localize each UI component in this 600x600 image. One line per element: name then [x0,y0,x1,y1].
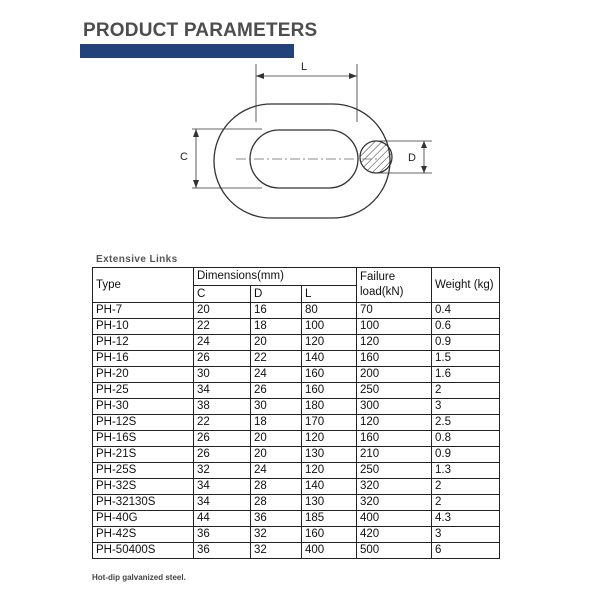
cell-l: 170 [302,415,357,431]
table-row [93,303,500,319]
header-failure-load [357,268,432,303]
cell-weight: 3 [432,527,500,543]
cell-weight: 0.8 [432,431,500,447]
cell-weight: 2 [432,495,500,511]
cell-failure-load: 300 [357,399,432,415]
cell-weight: 1.5 [432,351,500,367]
table-caption: Extensive Links [96,254,178,265]
cell-d: 28 [251,479,302,495]
table-row [93,415,500,431]
cell-l: 130 [302,447,357,463]
cell-l: 400 [302,543,357,559]
cell-type: PH-12 [93,335,194,351]
cell-c: 26 [194,431,251,447]
cell-weight: 0.9 [432,447,500,463]
cell-l: 140 [302,351,357,367]
table-row [93,431,500,447]
cell-l: 100 [302,319,357,335]
cell-c: 20 [194,303,251,319]
chain-link-drawing [0,0,600,250]
cell-l: 80 [302,303,357,319]
header-type: Type [93,268,194,303]
cell-c: 44 [194,511,251,527]
table-row [93,447,500,463]
cell-d: 24 [251,367,302,383]
cell-weight: 4.3 [432,511,500,527]
cross-section-hatch [360,141,392,173]
cell-failure-load: 320 [357,495,432,511]
cell-c: 32 [194,463,251,479]
table-row [93,511,500,527]
header-l: L [302,286,357,303]
cell-weight: 2.5 [432,415,500,431]
cell-type: PH-16 [93,351,194,367]
table-row [93,527,500,543]
cell-c: 26 [194,351,251,367]
table-note: Hot-dip galvanized steel. [92,573,186,582]
cell-weight: 6 [432,543,500,559]
table-row [93,319,500,335]
cell-weight: 3 [432,399,500,415]
cell-failure-load: 500 [357,543,432,559]
cell-l: 160 [302,527,357,543]
cell-failure-load: 210 [357,447,432,463]
table-body [93,303,500,559]
cell-d: 18 [251,415,302,431]
cell-l: 160 [302,383,357,399]
cell-failure-load: 320 [357,479,432,495]
table-row [93,367,500,383]
cell-weight: 1.3 [432,463,500,479]
cell-type: PH-10 [93,319,194,335]
cell-d: 26 [251,383,302,399]
table-header-row [93,268,500,286]
table-row [93,463,500,479]
table-row [93,399,500,415]
cell-failure-load: 120 [357,335,432,351]
cell-d: 20 [251,335,302,351]
header-c: C [194,286,251,303]
cell-type: PH-16S [93,431,194,447]
cell-weight: 2 [432,383,500,399]
cell-failure-load: 200 [357,367,432,383]
cell-l: 140 [302,479,357,495]
cell-c: 34 [194,495,251,511]
cell-c: 38 [194,399,251,415]
cell-c: 34 [194,479,251,495]
cell-weight: 0.4 [432,303,500,319]
page-title: PRODUCT PARAMETERS [83,20,318,41]
cell-type: PH-25S [93,463,194,479]
cell-failure-load: 120 [357,415,432,431]
cell-c: 22 [194,415,251,431]
cell-c: 36 [194,527,251,543]
cell-type: PH-42S [93,527,194,543]
cell-l: 130 [302,495,357,511]
cell-c: 34 [194,383,251,399]
label-L: L [300,61,308,73]
cell-failure-load: 250 [357,383,432,399]
cell-d: 16 [251,303,302,319]
cell-d: 30 [251,399,302,415]
table-row [93,495,500,511]
header-dimensions: Dimensions(mm) [194,268,357,286]
cell-c: 24 [194,335,251,351]
cell-d: 32 [251,543,302,559]
table-row [93,383,500,399]
cell-type: PH-7 [93,303,194,319]
cell-d: 22 [251,351,302,367]
header-failure-line1: Failure [360,271,396,283]
cell-type: PH-21S [93,447,194,463]
cell-l: 120 [302,335,357,351]
cell-failure-load: 70 [357,303,432,319]
label-D: D [408,152,416,164]
header-weight: Weight (kg) [432,268,500,303]
cell-d: 20 [251,447,302,463]
cell-l: 160 [302,367,357,383]
cell-type: PH-40G [93,511,194,527]
cell-type: PH-12S [93,415,194,431]
table-row [93,479,500,495]
cell-failure-load: 160 [357,351,432,367]
cell-l: 120 [302,431,357,447]
cell-d: 28 [251,495,302,511]
cell-failure-load: 400 [357,511,432,527]
cell-c: 26 [194,447,251,463]
cell-failure-load: 100 [357,319,432,335]
cell-weight: 1.6 [432,367,500,383]
cell-weight: 0.9 [432,335,500,351]
cell-l: 180 [302,399,357,415]
cell-type: PH-32130S [93,495,194,511]
cell-c: 22 [194,319,251,335]
cell-type: PH-25 [93,383,194,399]
cell-failure-load: 250 [357,463,432,479]
table-row [93,543,500,559]
cell-failure-load: 420 [357,527,432,543]
cell-d: 32 [251,527,302,543]
cell-l: 185 [302,511,357,527]
spec-table [92,267,500,559]
cell-type: PH-20 [93,367,194,383]
cell-d: 18 [251,319,302,335]
cell-l: 120 [302,463,357,479]
cell-weight: 0.6 [432,319,500,335]
header-failure-line2: load(kN) [360,286,404,298]
label-C: C [180,151,188,163]
table-row [93,351,500,367]
cell-type: PH-50400S [93,543,194,559]
cell-d: 24 [251,463,302,479]
cell-d: 36 [251,511,302,527]
cell-c: 36 [194,543,251,559]
header-d: D [251,286,302,303]
cell-d: 20 [251,431,302,447]
cell-type: PH-30 [93,399,194,415]
cell-failure-load: 160 [357,431,432,447]
cell-weight: 2 [432,479,500,495]
cell-c: 30 [194,367,251,383]
table-row [93,335,500,351]
cell-type: PH-32S [93,479,194,495]
